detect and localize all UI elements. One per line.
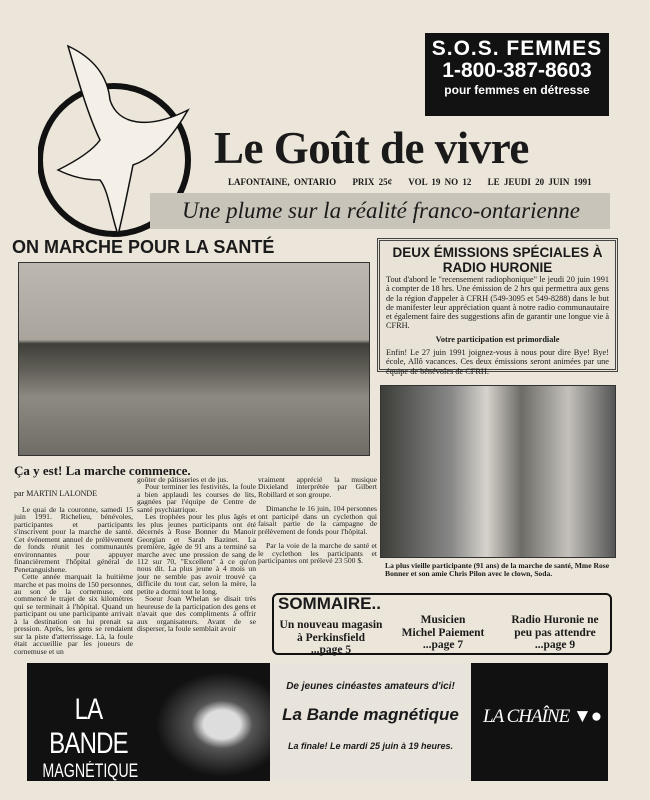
sommaire-box (272, 593, 612, 655)
price: PRIX 25¢ (352, 177, 393, 187)
sponsor-logo (483, 706, 601, 728)
paragraph: Pour terminer les festivités, la foule a bien applaudi les courses de lits, gagnées par l'équipe de Centre de santé psychiatrique. (137, 482, 256, 514)
participants-photo (380, 385, 616, 558)
byline: par MARTIN LALONDE (14, 489, 98, 498)
article-column-3 (258, 476, 377, 565)
paragraph: Dimanche le 16 juin, 104 personnes ont participé dans un cyclethon qui faisait partie de la campagne de prélèvement de fonds pour l'hôpital. (258, 504, 377, 536)
sponsor-name: LA CHAÎNE (483, 706, 570, 727)
newspaper-title: Le Goût de vivre (214, 123, 529, 173)
paragraph: Les trophées pour les plus âgés et les plus jeunes participants ont été décernés à Rose Bonner du Manoir Georgian et Sarah Bazinet. La première, âgée de 91 ans a terminé sa marche avec une pression de sang de 112 sur 70, "Excellent" à ce qu'on nous dit. La plus jeune à 4 mois un jour ne semble pas avoir trouvé ça difficile du tout car, selon la mère, la petite a dormi tout le long. (137, 512, 256, 596)
sos-phone: 1-800-387-8603 (442, 59, 592, 82)
ad-text (270, 663, 471, 781)
volume: VOL 19 NO 12 (408, 177, 472, 187)
paragraph: Par la voie de la marche de santé et le cyclethon les participants et participantes ont prélevé 23 500 $. (258, 541, 377, 566)
photo-caption: La plus vieille participante (91 ans) de la marche de santé, Mme Rose Bonner et son amie Chris Pilon avec le clown, Soda. (385, 561, 610, 578)
sos-subtitle: pour femmes en détresse (444, 83, 590, 97)
item-line: Un nouveau magasin (279, 619, 383, 631)
item-line: Musicien (420, 614, 466, 626)
sommaire-item[interactable] (276, 619, 386, 657)
bande-magnetique-ad (27, 663, 608, 781)
item-page: ...page 5 (310, 644, 352, 656)
item-page: ...page 7 (422, 639, 464, 651)
radio-box-callout: Votre participation est primordiale (435, 334, 560, 344)
article-column-1 (14, 506, 133, 655)
ad-logo-line: LA BANDE (49, 693, 128, 760)
photo-caption: Ça y est! La marche commence. (14, 463, 191, 478)
sommaire-item[interactable] (388, 614, 498, 652)
article-headline: ON MARCHE POUR LA SANTÉ (12, 237, 275, 257)
radio-box-paragraph: Tout d'abord le "recensement radiophonique" le jeudi 20 juin 1991 à compter de 18 hrs. Une émission de 2 hrs qui permettra aux gens de la région d'appeler à CFRH (549-3095 et 549-8288) dans le but de manifester leur appréciation quant à notre radio communautaire et également faire des suggestions afin de garantir une longue vie à CFRH. (386, 275, 609, 331)
sommaire-title: SOMMAIRE.. (278, 594, 381, 613)
paragraph: Le quai de la couronne, samedi 15 juin 1991. Richelieu, bénévoles, participantes et participants s'inscrivent pour la marche de santé. Cet événement annuel de prélèvement de fonds réunit les communautés environnantes pour appuyer financièrement l'hôpital général de Penetanguishene. (14, 505, 133, 574)
radio-box-title: DEUX ÉMISSIONS SPÉCIALES À RADIO HURONIE (392, 245, 603, 275)
item-line: peu pas attendre (514, 626, 596, 639)
ad-line: De jeunes cinéastes amateurs d'ici! (286, 681, 455, 692)
item-line: à Perkinsfield (296, 631, 366, 644)
ad-logo (27, 663, 150, 781)
radio-box-paragraph: Enfin! Le 27 juin 1991 joignez-vous à nous pour dire Bye! Bye! école, Allô vacances. Ces deux émissions seront animées par une équipe de bénévoles de CFRH. (386, 348, 609, 376)
radio-huronie-box (377, 238, 618, 376)
dateline (228, 177, 604, 187)
item-line: Michel Paiement (401, 626, 485, 639)
sos-title: S.O.S. FEMMES (431, 37, 603, 60)
paragraph: Soeur Joan Whelan se disait très heureuse de la participation des gens et n'avait que des compliments à offrir aux organisateurs. Avant de se disperser, la foule semblait avoir (137, 594, 256, 634)
walk-photo (18, 262, 370, 456)
paragraph: Cette année marquait la huitième marche et pas moins de 150 personnes, au son de la cornemuse, ont commencé le trajet de six kilomètres qui se terminait à l'hôpital. Quand un participant ou une participante arrivait à la destination on lui prenait sa pression. Après, les gens se rendaient sur la piste d'atterrissage. Là, la foule était accueillie par les joueurs de cornemuse et un (14, 572, 133, 656)
article-column-2 (137, 476, 256, 633)
sommaire-item[interactable] (500, 614, 610, 652)
item-page: ...page 9 (534, 639, 576, 651)
sos-femmes-ad (425, 33, 609, 116)
paragraph: goûter de pâtisseries et de jus. (137, 475, 229, 484)
location: LAFONTAINE, ONTARIO (228, 177, 337, 187)
ad-line: La Bande magnétique (282, 705, 459, 724)
item-line: Radio Huronie ne (511, 614, 599, 626)
issue-date: LE JEUDI 20 JUIN 1991 (487, 177, 592, 187)
ad-line: La finale! Le mardi 25 juin à 19 heures. (287, 741, 454, 751)
ad-photo (150, 668, 270, 781)
tagline: Une plume sur la réalité franco-ontarienne (150, 193, 610, 229)
paragraph: vraiment apprécié la musique Dixieland interprétée par Gilbert Robillard et son groupe. (258, 475, 377, 499)
ad-logo-line: MAGNÉTIQUE (42, 761, 139, 782)
tv-logo-icon: ▼● (572, 706, 602, 727)
